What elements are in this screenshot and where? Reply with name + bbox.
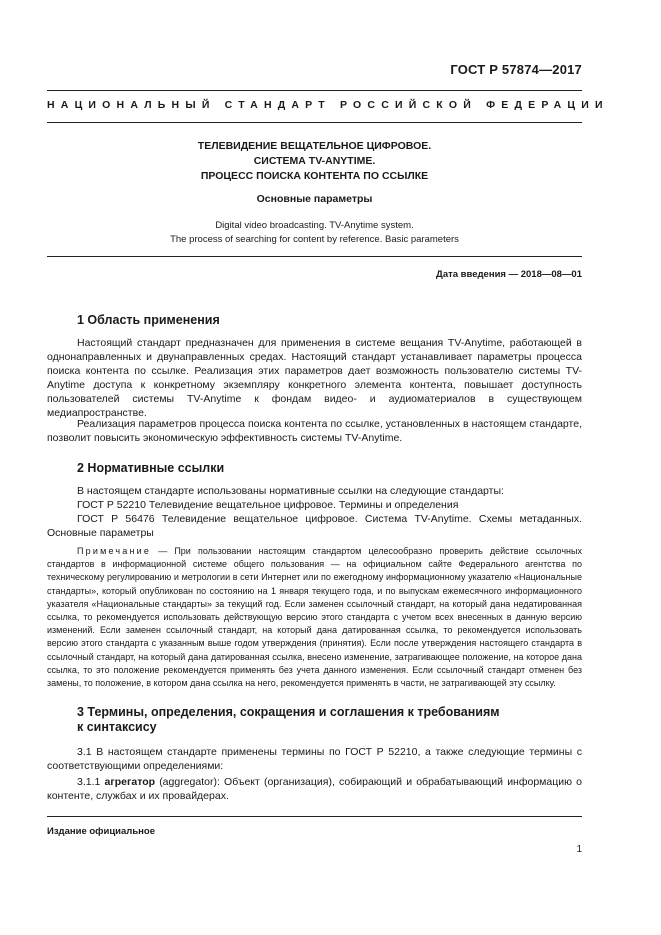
section-2-reference-2: ГОСТ Р 56476 Телевидение вещательное цифровое. Система TV-Anytime. Схемы метаданных. Основные параметры (47, 513, 582, 539)
english-title-line-2: The process of searching for content by reference. Basic parameters (170, 234, 459, 245)
section-3-heading (77, 705, 500, 735)
section-3-heading-line-1: 3 Термины, определения, сокращения и соглашения к требованиям (77, 705, 500, 719)
term-number: 3.1.1 (77, 776, 105, 788)
section-2-reference-1: ГОСТ Р 52210 Телевидение вещательное цифровое. Термины и определения (77, 499, 459, 511)
section-1-paragraph-1: Настоящий стандарт предназначен для применения в системе вещания TV-Anytime, работающей в однонаправленных и двунаправленных средах. Настоящий стандарт устанавливает параметры процесса поиска контента по ссылке. Реализация этих параметров дает возможность пользователю системы TV-Anytime доступа к конкретному экземпляру конкретного элемента контента, повышает доступность пользователей системы TV-Anytime к фондам видео- и аудиоматериалов в существующем медиапространстве. (47, 337, 582, 419)
top-rule (47, 90, 582, 91)
title-line-2: СИСТЕМА TV-ANYTIME. (253, 155, 376, 167)
english-title-line-1: Digital video broadcasting. TV-Anytime system. (215, 220, 414, 231)
title-line-3: ПРОЦЕСС ПОИСКА КОНТЕНТА ПО ССЫЛКЕ (200, 170, 429, 182)
term-name: агрегатор (104, 776, 156, 788)
english-title (47, 219, 582, 247)
section-2-heading: 2 Нормативные ссылки (77, 461, 225, 475)
title-rule (47, 256, 582, 257)
introduction-date: Дата введения — 2018—08—01 (436, 269, 582, 280)
section-2-paragraph-1: В настоящем стандарте использованы нормативные ссылки на следующие стандарты: (77, 485, 504, 497)
section-1-paragraph-2: Реализация параметров процесса поиска контента по ссылке, установленных в настоящем стандарте, позволит повысить экономическую эффективность системы TV-Anytime. (47, 418, 582, 444)
standard-banner: НАЦИОНАЛЬНЫЙ СТАНДАРТ РОССИЙСКОЙ ФЕДЕРАЦИИ (47, 99, 609, 111)
note-block (47, 545, 582, 690)
document-subtitle: Основные параметры (256, 193, 373, 205)
section-3-paragraph-1: 3.1 В настоящем стандарте применены термины по ГОСТ Р 52210, а также следующие термины с соответствующими определениями: (47, 746, 582, 772)
document-title (47, 139, 582, 184)
section-3-heading-line-2: к синтаксису (77, 720, 157, 734)
term-definition-text: (aggregator): Объект (организация), собирающий и обрабатывающий информацию о контенте, службах и их провайдерах. (47, 776, 582, 802)
title-line-1: ТЕЛЕВИДЕНИЕ ВЕЩАТЕЛЬНОЕ ЦИФРОВОЕ. (197, 140, 432, 152)
section-1-heading: 1 Область применения (77, 313, 220, 327)
footer-rule (47, 816, 582, 817)
banner-rule (47, 122, 582, 123)
official-edition-label: Издание официальное (47, 826, 155, 837)
document-id: ГОСТ Р 57874—2017 (450, 62, 582, 77)
note-text: — При пользовании настоящим стандартом целесообразно проверить действие ссылочных стандартов в информационной системе общего пользования — на официальном сайте Федерального агентства по техническому регулированию и метрологии в сети Интернет или по ежегодному информационному указателю «Национальные стандарты», который опубликован по состоянию на 1 января текущего года, и по выпускам ежемесячного информационного указателя «Национальные стандарты» за текущий год. Если заменен ссылочный стандарт, на который дана недатированная ссылка, то рекомендуется использовать действующую версию этого стандарта с учетом всех внесенных в данную версию изменений. Если заменен ссылочный стандарт, на который дана датированная ссылка, то рекомендуется использовать версию этого стандарта с указанным выше годом утверждения (принятия). Если после утверждения настоящего стандарта в ссылочный стандарт, на который дана датированная ссылка, внесено изменение, затрагивающее положение, на которое дана ссылка, то это положение рекомендуется применять без учета данного изменения. Если ссылочный стандарт отменен без замены, то положение, в котором дана ссылка на него, рекомендуется применять в части, не затрагивающей эту ссылку. (47, 546, 582, 689)
note-label: Примечание (77, 546, 152, 556)
page-number: 1 (576, 844, 582, 855)
term-definition-3-1-1 (47, 775, 582, 803)
